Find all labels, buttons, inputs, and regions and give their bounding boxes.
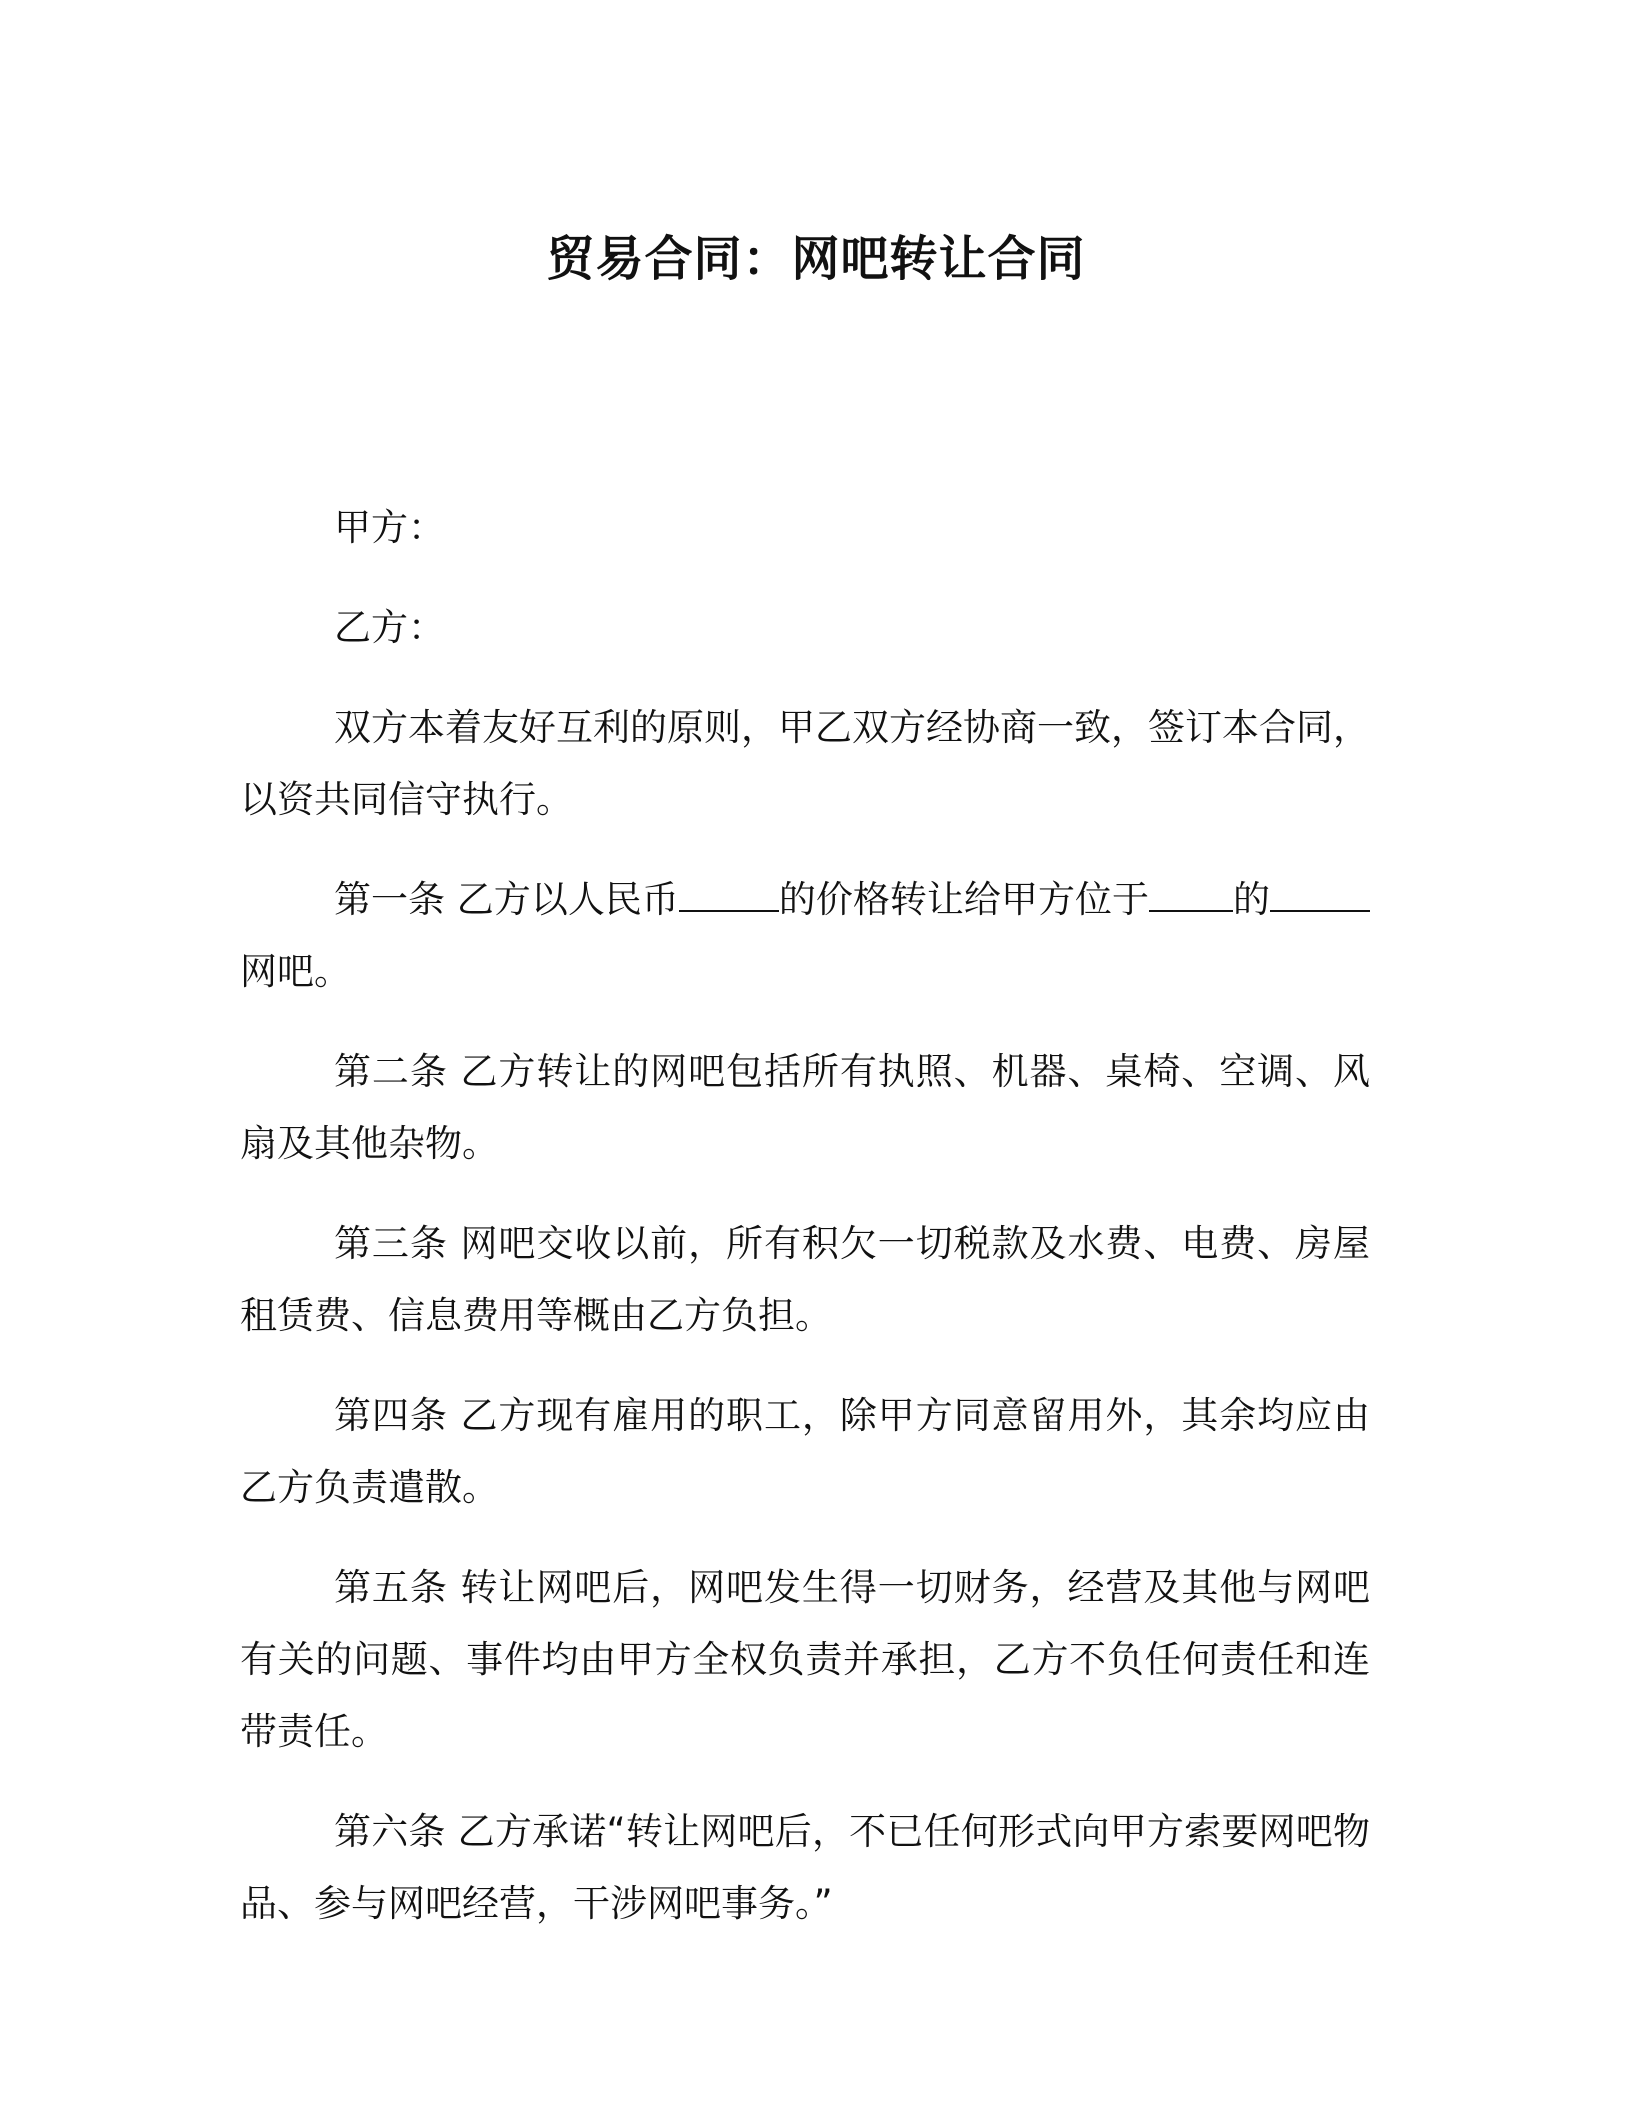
article-1-text-2: 的价格转让给甲方位于 xyxy=(778,878,1149,921)
article-3-paragraph: 第三条 网吧交收以前，所有积欠一切税款及水费、电费、房屋租赁费、信息费用等概由乙方负担。 xyxy=(240,1222,1370,1337)
article-1-text-1: 第一条 乙方以人民币 xyxy=(334,878,679,921)
location-blank xyxy=(1149,880,1233,912)
article-5-paragraph: 第五条 转让网吧后，网吧发生得一切财务，经营及其他与网吧有关的问题、事件均由甲方全权负责并承担，乙方不负任何责任和连带责任。 xyxy=(240,1566,1370,1753)
party-a-line: 甲方： xyxy=(334,506,445,549)
article-4-paragraph: 第四条 乙方现有雇用的职工，除甲方同意留用外，其余均应由乙方负责遣散。 xyxy=(240,1394,1370,1509)
document-body xyxy=(240,492,1370,1968)
article-6-paragraph: 第六条 乙方承诺“转让网吧后，不已任何形式向甲方索要网吧物品、参与网吧经营，干涉网吧事务。” xyxy=(240,1810,1370,1925)
party-b-line: 乙方： xyxy=(334,606,445,649)
name-blank xyxy=(1270,880,1370,912)
document-title: 贸易合同：网吧转让合同 xyxy=(546,231,1086,287)
article-1-text-4: 网吧。 xyxy=(240,950,351,993)
article-2-paragraph: 第二条 乙方转让的网吧包括所有执照、机器、桌椅、空调、风扇及其他杂物。 xyxy=(240,1050,1370,1165)
price-blank xyxy=(679,880,779,912)
preamble-paragraph: 双方本着友好互利的原则，甲乙双方经协商一致，签订本合同，以资共同信守执行。 xyxy=(240,706,1370,821)
article-1-text-3: 的 xyxy=(1233,878,1271,921)
article-1-paragraph xyxy=(240,864,1370,1008)
